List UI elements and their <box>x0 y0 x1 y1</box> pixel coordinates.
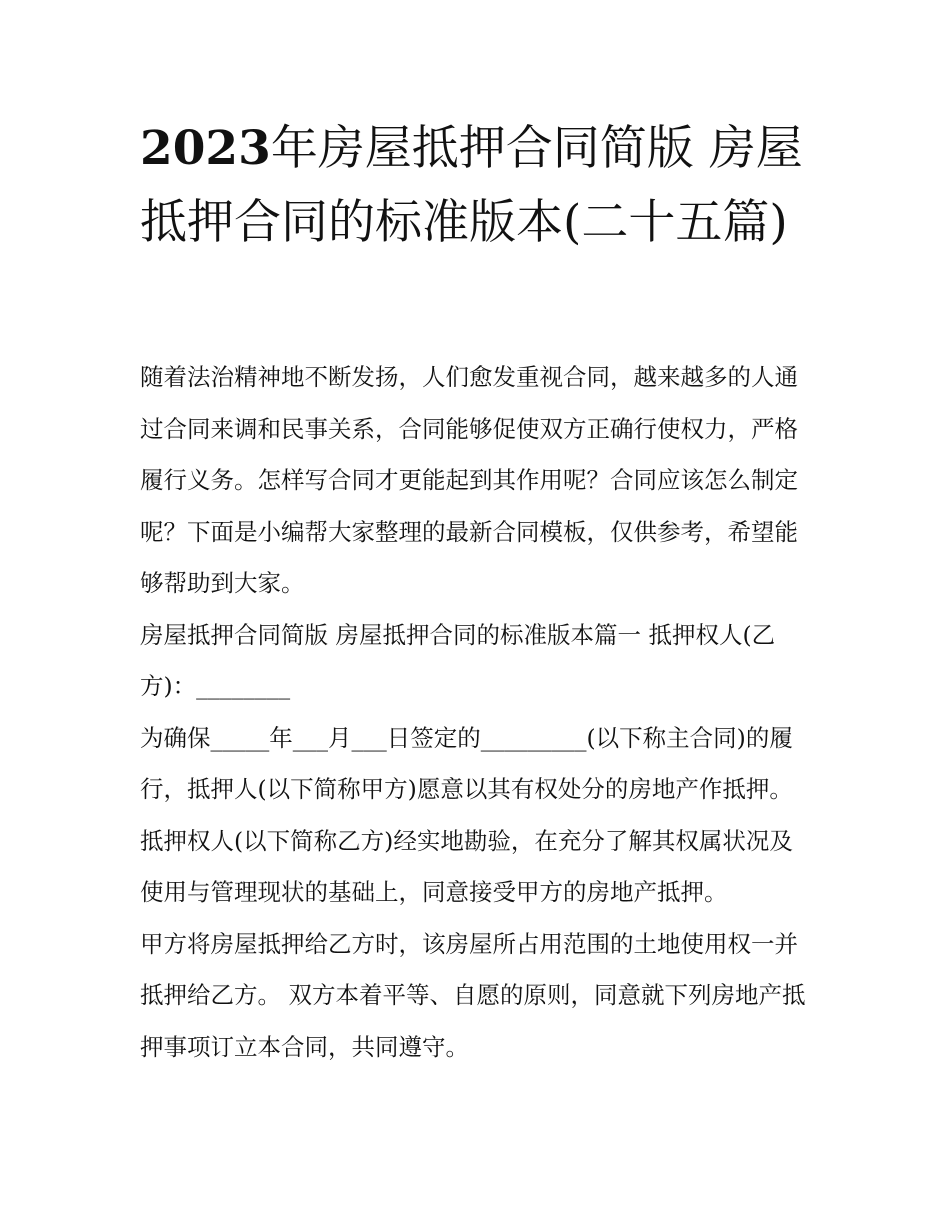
title-text: 年房屋抵押合同简版 房屋抵押合同的标准版本(二十五篇) <box>140 121 803 250</box>
document-title <box>140 112 820 260</box>
paragraph-heading: 房屋抵押合同简版 房屋抵押合同的标准版本篇一 抵押权人(乙方)：________ <box>140 620 776 700</box>
document-body <box>140 352 815 1073</box>
title-year: 2023 <box>140 121 271 176</box>
paragraph-purpose: 为确保_____年___月___日签定的_________(以下称主合同)的履行，抵押人(以下简称甲方)愿意以其有权处分的房地产作抵押。抵押权人(以下简称乙方)经实地勘验，在充分了解其权属状况及使用与管理现状的基础上，同意接受甲方的房地产抵押。 <box>140 723 793 906</box>
paragraph-land-use: 甲方将房屋抵押给乙方时，该房屋所占用范围的土地使用权一并抵押给乙方。 双方本着平等、自愿的原则，同意就下列房地产抵押事项订立本合同，共同遵守。 <box>140 929 806 1061</box>
paragraph-intro: 随着法治精神地不断发扬，人们愈发重视合同，越来越多的人通过合同来调和民事关系，合同能够促使双方正确行使权力，严格履行义务。怎样写合同才更能起到其作用呢？合同应该怎么制定呢？下面是小编帮大家整理的最新合同模板，仅供参考，希望能够帮助到大家。 <box>140 363 798 597</box>
